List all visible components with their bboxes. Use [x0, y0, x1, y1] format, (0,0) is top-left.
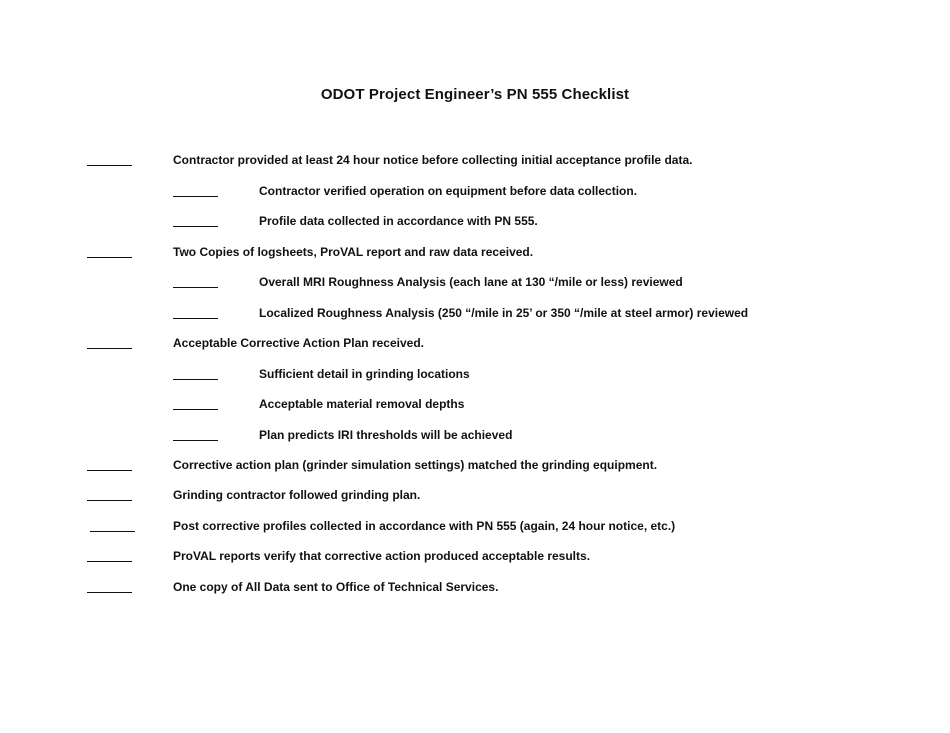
checkbox-blank[interactable]	[87, 580, 132, 593]
checklist-subitem	[0, 367, 950, 387]
checkbox-blank[interactable]	[173, 214, 218, 227]
checklist-item-label: Profile data collected in accordance with PN 555.	[259, 214, 538, 228]
checklist-item	[0, 458, 950, 478]
checklist-subitem	[0, 306, 950, 326]
checklist-item-label: Post corrective profiles collected in accordance with PN 555 (again, 24 hour notice, etc.)	[173, 519, 676, 533]
checklist-subitem	[0, 184, 950, 204]
checklist-subitem	[0, 214, 950, 234]
checkbox-blank[interactable]	[173, 275, 218, 288]
checkbox-blank[interactable]	[87, 549, 132, 562]
checklist-item	[0, 519, 950, 539]
checklist-item-label: Overall MRI Roughness Analysis (each lane at 130 “/mile or less) reviewed	[259, 275, 683, 289]
checklist-subitem	[0, 397, 950, 417]
checkbox-blank[interactable]	[173, 428, 218, 441]
checkbox-blank[interactable]	[87, 245, 132, 258]
checklist-item-label: Contractor provided at least 24 hour notice before collecting initial acceptance profile data.	[173, 153, 693, 167]
checklist-item-label: ProVAL reports verify that corrective action produced acceptable results.	[173, 549, 591, 563]
checkbox-blank[interactable]	[87, 488, 132, 501]
checklist-item-label: Two Copies of logsheets, ProVAL report and raw data received.	[173, 245, 534, 259]
checklist-item-label: Sufficient detail in grinding locations	[259, 367, 470, 381]
checklist-item	[0, 153, 950, 173]
checklist-item	[0, 245, 950, 265]
checkbox-blank[interactable]	[87, 336, 132, 349]
checkbox-blank[interactable]	[173, 367, 218, 380]
checkbox-blank[interactable]	[173, 306, 218, 319]
checklist-item-label: Corrective action plan (grinder simulation settings) matched the grinding equipment.	[173, 458, 658, 472]
checklist-item-label: Grinding contractor followed grinding plan.	[173, 488, 421, 502]
checklist-item-label: Acceptable Corrective Action Plan received.	[173, 336, 424, 350]
checklist-subitem	[0, 428, 950, 448]
checklist-item	[0, 580, 950, 600]
checklist-item	[0, 488, 950, 508]
checklist-item	[0, 549, 950, 569]
checklist-item-label: Contractor verified operation on equipment before data collection.	[259, 184, 638, 198]
checklist-subitem	[0, 275, 950, 295]
checkbox-blank[interactable]	[173, 184, 218, 197]
checklist-item-label: Acceptable material removal depths	[259, 397, 465, 411]
checkbox-blank[interactable]	[173, 397, 218, 410]
checklist-item	[0, 336, 950, 356]
checklist-item-label: Plan predicts IRI thresholds will be achieved	[259, 428, 513, 442]
page-title: ODOT Project Engineer’s PN 555 Checklist	[320, 86, 630, 103]
checkbox-blank[interactable]	[87, 153, 132, 166]
checkbox-blank[interactable]	[90, 519, 135, 532]
checkbox-blank[interactable]	[87, 458, 132, 471]
checklist-item-label: One copy of All Data sent to Office of Technical Services.	[173, 580, 499, 594]
checklist-item-label: Localized Roughness Analysis (250 “/mile in 25’ or 350 “/mile at steel armor) reviewed	[259, 306, 749, 320]
